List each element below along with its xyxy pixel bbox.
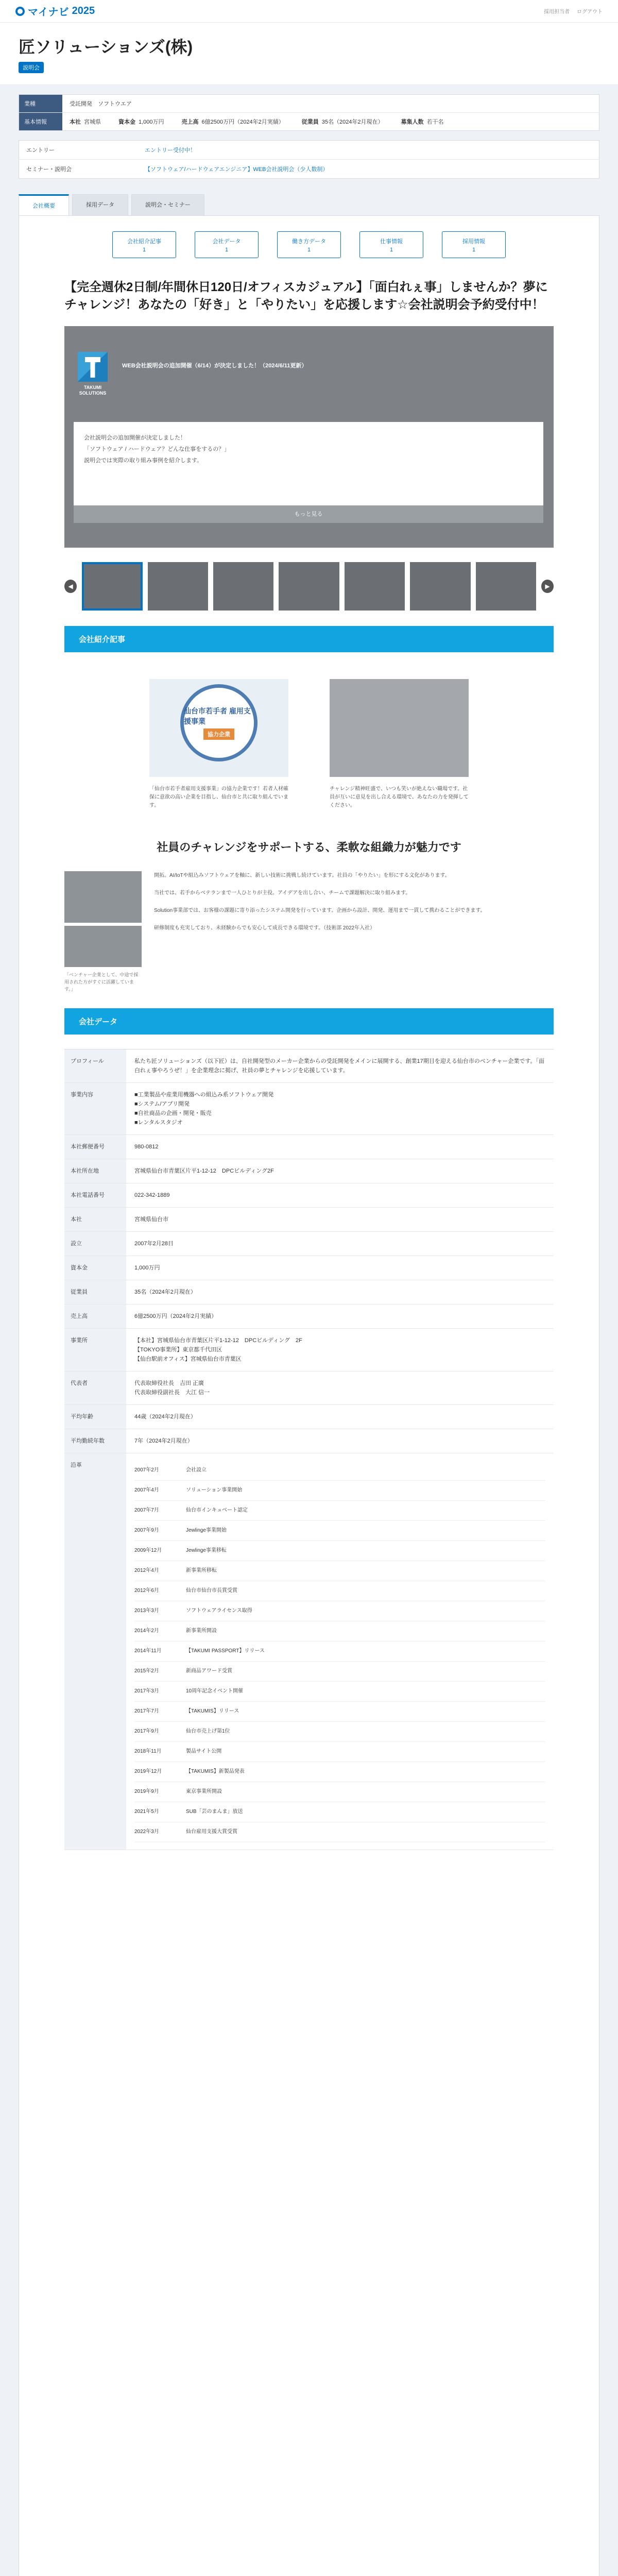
entry-label: エントリー: [26, 147, 55, 154]
history-year: 2007年4月: [134, 1487, 159, 1493]
history-year: 2019年9月: [134, 1789, 159, 1794]
intro-photo: [330, 679, 469, 777]
info-capital-value: 1,000万円: [139, 119, 164, 125]
history-event: 仙台市売上げ第1位: [186, 1728, 230, 1734]
data-value: ■工業製品や産業用機器への組込み系ソフトウェア開発 ■システム/アプリ開発 ■自社商品の企画・開発・販売 ■レンタルスタジオ: [134, 1092, 274, 1126]
brand-name: マイナビ: [28, 7, 69, 18]
seminar-row: [19, 160, 599, 178]
history-event: 10周年記念イベント開催: [186, 1688, 244, 1694]
info-sales-value: 6億2500万円（2024年2月実績）: [201, 119, 284, 125]
history-event: 会社設立: [186, 1467, 207, 1473]
info-employees-value: 35名（2024年2月現在）: [321, 119, 384, 125]
data-label: 平均年齢: [64, 1405, 126, 1429]
history-year: 2014年2月: [134, 1628, 159, 1634]
data-value: 44歳（2024年2月現在）: [134, 1414, 196, 1420]
history-item: [134, 1722, 545, 1742]
info-employees-label: 従業員: [301, 119, 319, 125]
history-event: 新商品アワード受賞: [186, 1668, 232, 1674]
history-item: [134, 1461, 545, 1481]
history-item: [134, 1762, 545, 1782]
history-event: ソリューション事業開始: [186, 1487, 243, 1493]
info-label-basic: 基本情報: [19, 113, 62, 130]
company-data-table: [64, 1049, 554, 1850]
data-label: 設立: [64, 1232, 126, 1256]
page-tabs: [19, 194, 599, 215]
history-event: 仙台雇用支援大賞受賞: [186, 1829, 237, 1835]
seminar-link[interactable]: 【ソフトウェア/ハードウェアエンジニア】WEB会社説明会（少人数制）: [145, 166, 329, 173]
history-item: [134, 1822, 545, 1842]
history-item: [134, 1521, 545, 1541]
history-item: [134, 1501, 545, 1521]
feature-heading: 社員のチャレンジをサポートする、柔軟な組織力が魅力です: [157, 841, 461, 854]
gallery-thumb[interactable]: [279, 562, 339, 611]
data-label: 平均勤続年数: [64, 1429, 126, 1453]
data-row: [64, 1329, 554, 1371]
data-label: 本社郵便番号: [64, 1135, 126, 1159]
mynavi-logo[interactable]: [15, 4, 95, 19]
history-list: [126, 1453, 554, 1850]
event-card: [74, 422, 543, 523]
gallery-thumb[interactable]: [148, 562, 208, 611]
section-pills: [64, 231, 554, 258]
gallery-thumb[interactable]: [82, 562, 142, 611]
data-label: 事業内容: [64, 1083, 126, 1134]
history-year: 2012年4月: [134, 1568, 159, 1573]
data-value: 35名（2024年2月現在）: [134, 1289, 196, 1295]
prev-arrow-icon[interactable]: ◀: [64, 580, 77, 593]
history-item: [134, 1682, 545, 1702]
pill-count: 1: [142, 246, 146, 253]
section-data-header: 会社データ: [64, 1008, 554, 1035]
pill-label: 会社紹介記事: [127, 238, 161, 245]
info-hiring-label: 募集人数: [401, 119, 424, 125]
photo-gallery: [64, 562, 554, 611]
info-row-basic: [19, 113, 599, 130]
history-year: 2015年2月: [134, 1668, 159, 1674]
history-item: [134, 1481, 545, 1501]
history-year: 2017年9月: [134, 1728, 159, 1734]
seminar-badge: 説明会: [19, 62, 44, 73]
pill-count: 1: [389, 246, 393, 253]
feature-photo: [64, 926, 142, 967]
feature-paragraph: 研修制度も充実しており、未経験からでも安心して成長できる環境です。（技術部 2022年入社）: [154, 925, 375, 931]
next-arrow-icon[interactable]: ▶: [541, 580, 554, 593]
history-item: [134, 1641, 545, 1662]
data-row: [64, 1208, 554, 1232]
top-links: [544, 7, 603, 15]
history-item: [134, 1621, 545, 1641]
history-year: 2019年12月: [134, 1769, 162, 1774]
data-label: 本社電話番号: [64, 1183, 126, 1207]
feature-text: [154, 871, 486, 993]
badge-top-text: 仙台市若手者 雇用支援事業: [184, 707, 251, 725]
intro-article: [149, 679, 288, 810]
history-item: [134, 1601, 545, 1621]
event-title: WEB会社説明会の追加開催（6/14）が決定しました！（2024/6/11更新）: [122, 363, 307, 369]
tab-recruit-data[interactable]: 採用データ: [72, 194, 128, 215]
history-event: 製品サイト公開: [186, 1749, 222, 1754]
mynavi-logo-icon: [15, 7, 25, 16]
history-year: 2017年7月: [134, 1708, 159, 1714]
data-value: 宮城県仙台市青葉区片平1-12-12 DPCビルディング2F: [134, 1168, 274, 1174]
event-line: 説明会では実際の取り組み事例を紹介します。: [84, 457, 203, 464]
pill-workstyle[interactable]: [277, 231, 341, 258]
history-item: [134, 1581, 545, 1601]
data-label: 代表者: [64, 1371, 126, 1404]
show-more-button[interactable]: もっと見る: [74, 505, 543, 523]
pill-job[interactable]: [359, 231, 423, 258]
pill-recruit[interactable]: [442, 231, 506, 258]
pill-label: 働き方データ: [292, 238, 326, 245]
info-category: 受託開発 ソフトウエア: [70, 101, 132, 107]
entry-row: [19, 141, 599, 160]
company-logo-icon: [78, 352, 108, 382]
data-value: 6億2500万円（2024年2月実績）: [134, 1313, 217, 1319]
data-value: 私たち匠ソリューションズ（以下匠）は、自社開発型のメーカー企業からの受託開発をメインに展開する、創業17期目を迎える仙台市のベンチャー企業です。「面白れぇ事やろうぜ！」を企業理念に掲げ、社員の夢とチャレンジを応援しています。: [134, 1058, 544, 1074]
company-logo: [74, 352, 112, 401]
history-item: [134, 1782, 545, 1802]
info-sales-label: 売上高: [181, 119, 199, 125]
gallery-thumb[interactable]: [213, 562, 273, 611]
intro-articles: [64, 679, 554, 810]
entry-link[interactable]: エントリー受付中！: [145, 147, 196, 154]
data-row: [64, 1083, 554, 1135]
data-row: [64, 1232, 554, 1256]
data-row: [64, 1280, 554, 1304]
data-label: 本社所在地: [64, 1159, 126, 1183]
data-row: [64, 1159, 554, 1183]
data-label: 従業員: [64, 1280, 126, 1304]
feature-caption: 「ベンチャー企業として、中途で採用された方がすぐに活躍しています。」: [64, 972, 139, 992]
intro-text: 「仙台市若手者雇用支援事業」の協力企業です！若者人材確保に意欲の高い企業を目指し、仙台市と共に取り組んでいます。: [149, 786, 288, 808]
history-year: 2009年12月: [134, 1548, 162, 1553]
history-event: ソフトウェアライセンス取得: [186, 1608, 252, 1614]
history-event: 仙台市インキュベート認定: [186, 1507, 248, 1513]
pill-intro[interactable]: [112, 231, 176, 258]
pill-count: 1: [472, 246, 476, 253]
history-year: 2022年3月: [134, 1829, 159, 1835]
support-badge-icon: [180, 684, 258, 761]
history-event: 【TAKUMIS】リリース: [186, 1708, 239, 1714]
section-intro-header: 会社紹介記事: [64, 626, 554, 652]
event-panel: [64, 326, 554, 548]
gallery-thumb[interactable]: [345, 562, 405, 611]
pill-label: 仕事情報: [380, 238, 403, 245]
history-year: 2007年7月: [134, 1507, 159, 1513]
feature-block: [64, 871, 554, 993]
history-label: 沿革: [64, 1453, 126, 1850]
data-value: 1,000万円: [134, 1265, 160, 1271]
intro-article: [330, 679, 469, 810]
history-year: 2017年3月: [134, 1688, 159, 1694]
gallery-thumb[interactable]: [476, 562, 536, 611]
intro-text: チャレンジ精神旺盛で、いつも笑いが絶えない職場です。社員が互いに意見を出し合える環境で、あなたの力を発揮してください。: [330, 786, 469, 808]
data-label: 資本金: [64, 1256, 126, 1280]
top-bar: [0, 0, 618, 23]
info-capital-label: 資本金: [118, 119, 135, 125]
history-event: Jewlinge事業開始: [186, 1528, 227, 1533]
history-event: 新事業所移転: [186, 1568, 217, 1573]
data-row: [64, 1429, 554, 1453]
history-year: 2013年3月: [134, 1608, 159, 1614]
badge-main-text: 協力企業: [203, 728, 234, 740]
history-year: 2021年5月: [134, 1809, 159, 1815]
feature-photo: [64, 871, 142, 923]
tab-seminar[interactable]: 説明会・セミナー: [131, 194, 204, 215]
feature-paragraph: 開拓。AI/IoTや組込みソフトウェアを軸に、新しい技術に挑戦し続けています。社員の「やりたい」を形にする文化があります。: [154, 873, 450, 878]
history-item: [134, 1662, 545, 1682]
info-employees: [302, 117, 384, 126]
info-row-category: [19, 95, 599, 113]
data-value: 代表取締役社長 吉田 正廣 代表取締役副社長 大江 信一: [134, 1380, 210, 1396]
company-info-table: [19, 94, 599, 131]
info-hq-label: 本社: [70, 119, 81, 125]
history-event: 新事業所開設: [186, 1628, 217, 1634]
data-label: 売上高: [64, 1304, 126, 1328]
data-row: [64, 1183, 554, 1208]
history-year: 2007年2月: [134, 1467, 159, 1473]
company-name: 匠ソリューションズ(株): [19, 38, 193, 56]
info-hiring-value: 若干名: [426, 119, 444, 125]
history-event: Jewlinge事業移転: [186, 1548, 227, 1553]
info-hq: [70, 117, 101, 126]
intro-image-badge: [149, 679, 288, 777]
history-event: 仙台市仙台市長賞受賞: [186, 1588, 237, 1594]
info-sales: [182, 117, 284, 126]
history-item: [134, 1702, 545, 1722]
data-value: 【本社】宮城県仙台市青葉区片平1-12-12 DPCビルディング 2F 【TOKYO事業所】東京都千代田区 【仙台駅前オフィス】宮城県仙台市青葉区: [134, 1337, 302, 1362]
data-value: 宮城県仙台市: [134, 1216, 168, 1223]
data-row: [64, 1049, 554, 1083]
data-row: [64, 1405, 554, 1429]
history-row: [64, 1453, 554, 1850]
info-hiring: [401, 117, 444, 126]
data-row: [64, 1135, 554, 1159]
company-header: [0, 23, 618, 85]
history-event: SUB「芸のまんま」放送: [186, 1809, 243, 1815]
data-label: プロフィール: [64, 1049, 126, 1082]
brand-year: 2025: [72, 5, 95, 16]
history-year: 2014年11月: [134, 1648, 162, 1654]
info-capital: [118, 117, 164, 126]
tab-overview[interactable]: 会社概要: [19, 194, 69, 215]
data-row: [64, 1371, 554, 1405]
history-year: 2012年6月: [134, 1588, 159, 1594]
info-label-category: 業種: [19, 95, 62, 112]
history-event: 【TAKUMIS】新製品発表: [186, 1769, 245, 1774]
data-label: 本社: [64, 1208, 126, 1231]
feature-paragraph: Solution事業部では、お客様の課題に寄り添ったシステム開発を行っています。企画から設計、開発、運用まで一貫して携わることができます。: [154, 908, 486, 913]
history-item: [134, 1541, 545, 1561]
data-value: 022-342-1889: [134, 1192, 170, 1198]
pill-label: 採用情報: [462, 238, 485, 245]
history-item: [134, 1561, 545, 1581]
history-year: 2018年11月: [134, 1749, 162, 1754]
history-year: 2007年9月: [134, 1528, 159, 1533]
main-content: [19, 215, 599, 2576]
pill-label: 会社データ: [212, 238, 241, 245]
company-headline: 【完全週休2日制/年間休日120日/オフィスカジュアル】「面白れぇ事」しませんか？夢にチャレンジ！あなたの「好き」と「やりたい」を応援します☆会社説明会予約受付中！: [64, 280, 548, 312]
pill-count: 1: [225, 246, 229, 253]
top-link-logout[interactable]: ログアウト: [577, 9, 603, 15]
event-line: 「ソフトウェア / ハードウェア？どんな仕事をするの？」: [84, 446, 230, 452]
data-value: 7年（2024年2月現在）: [134, 1438, 193, 1444]
data-label: 事業所: [64, 1329, 126, 1371]
history-event: 【TAKUMI PASSPORT】リリース: [186, 1648, 265, 1654]
data-value: 2007年2月28日: [134, 1241, 174, 1247]
pill-data[interactable]: [195, 231, 259, 258]
company-logo-text: TAKUMI SOLUTIONS: [79, 385, 107, 396]
seminar-label: セミナー・説明会: [26, 166, 72, 173]
gallery-thumb[interactable]: [410, 562, 470, 611]
info-hq-value: 宮城県: [84, 119, 101, 125]
data-row: [64, 1256, 554, 1280]
feature-paragraph: 当社では、若手からベテランまで一人ひとりが主役。アイデアを出し合い、チームで課題解決に取り組みます。: [154, 890, 411, 896]
data-value: 980-0812: [134, 1144, 159, 1150]
top-link-recruiter[interactable]: 採用担当者: [544, 9, 570, 15]
history-item: [134, 1742, 545, 1762]
data-row: [64, 1304, 554, 1329]
entry-panel: [19, 140, 599, 179]
history-event: 東京事業所開設: [186, 1789, 222, 1794]
event-line: 会社説明会の追加開催が決定しました！: [84, 435, 186, 441]
history-item: [134, 1802, 545, 1822]
pill-count: 1: [307, 246, 311, 253]
